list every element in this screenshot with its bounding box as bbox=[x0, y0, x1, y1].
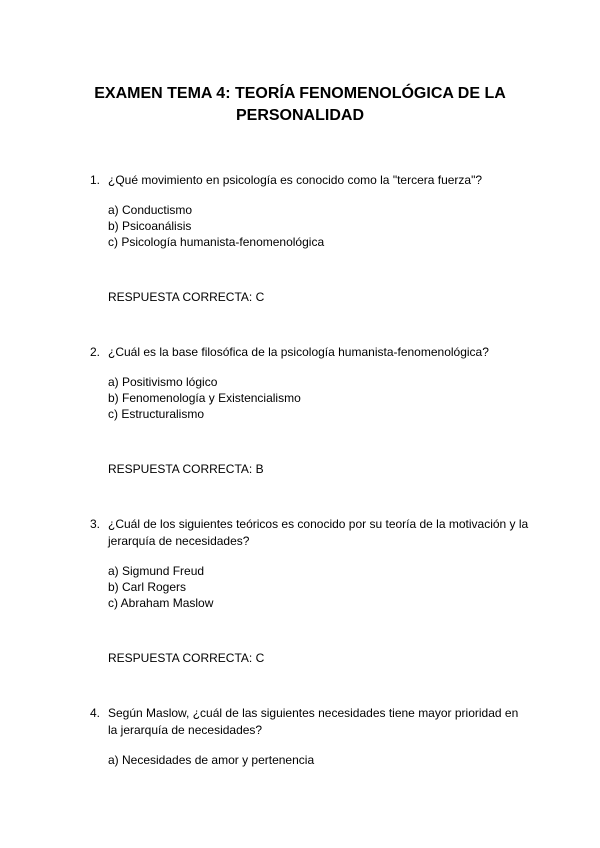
correct-answer: RESPUESTA CORRECTA: B bbox=[108, 462, 264, 476]
options-list bbox=[90, 563, 530, 611]
correct-answer: RESPUESTA CORRECTA: C bbox=[108, 290, 265, 304]
options-list bbox=[90, 374, 530, 422]
question-4 bbox=[90, 705, 530, 768]
question-2 bbox=[90, 344, 530, 478]
options-list bbox=[90, 752, 530, 768]
question-number: 2. bbox=[90, 345, 101, 359]
option-b: b) Fenomenología y Existencialismo bbox=[108, 391, 301, 405]
option-a: a) Necesidades de amor y pertenencia bbox=[108, 753, 315, 767]
correct-answer: RESPUESTA CORRECTA: C bbox=[108, 651, 265, 665]
question-number: 4. bbox=[90, 706, 101, 720]
question-text: ¿Cuál de los siguientes teóricos es conocido por su teoría de la motivación y la jerarquía de necesidades? bbox=[108, 517, 529, 548]
option-b: b) Psicoanálisis bbox=[108, 219, 192, 233]
question-number: 3. bbox=[90, 517, 101, 531]
option-a: a) Positivismo lógico bbox=[108, 375, 218, 389]
option-c: c) Psicología humanista-fenomenológica bbox=[108, 235, 325, 249]
option-b: b) Carl Rogers bbox=[108, 580, 187, 594]
question-1 bbox=[90, 172, 530, 306]
page-title bbox=[0, 83, 600, 127]
question-text: Según Maslow, ¿cuál de las siguientes necesidades tiene mayor prioridad en la jerarquía de necesidades? bbox=[108, 706, 519, 737]
option-a: a) Conductismo bbox=[108, 203, 193, 217]
title-line-2: PERSONALIDAD bbox=[235, 107, 364, 124]
question-text: ¿Qué movimiento en psicología es conocido como la "tercera fuerza"? bbox=[108, 173, 483, 187]
question-3 bbox=[90, 516, 530, 667]
question-number: 1. bbox=[90, 173, 101, 187]
options-list bbox=[90, 202, 530, 250]
question-text: ¿Cuál es la base filosófica de la psicología humanista-fenomenológica? bbox=[108, 345, 489, 359]
title-line-1: EXAMEN TEMA 4: TEORÍA FENOMENOLÓGICA DE LA bbox=[94, 85, 506, 102]
option-c: c) Estructuralismo bbox=[108, 407, 205, 421]
option-a: a) Sigmund Freud bbox=[108, 564, 205, 578]
option-c: c) Abraham Maslow bbox=[108, 596, 214, 610]
